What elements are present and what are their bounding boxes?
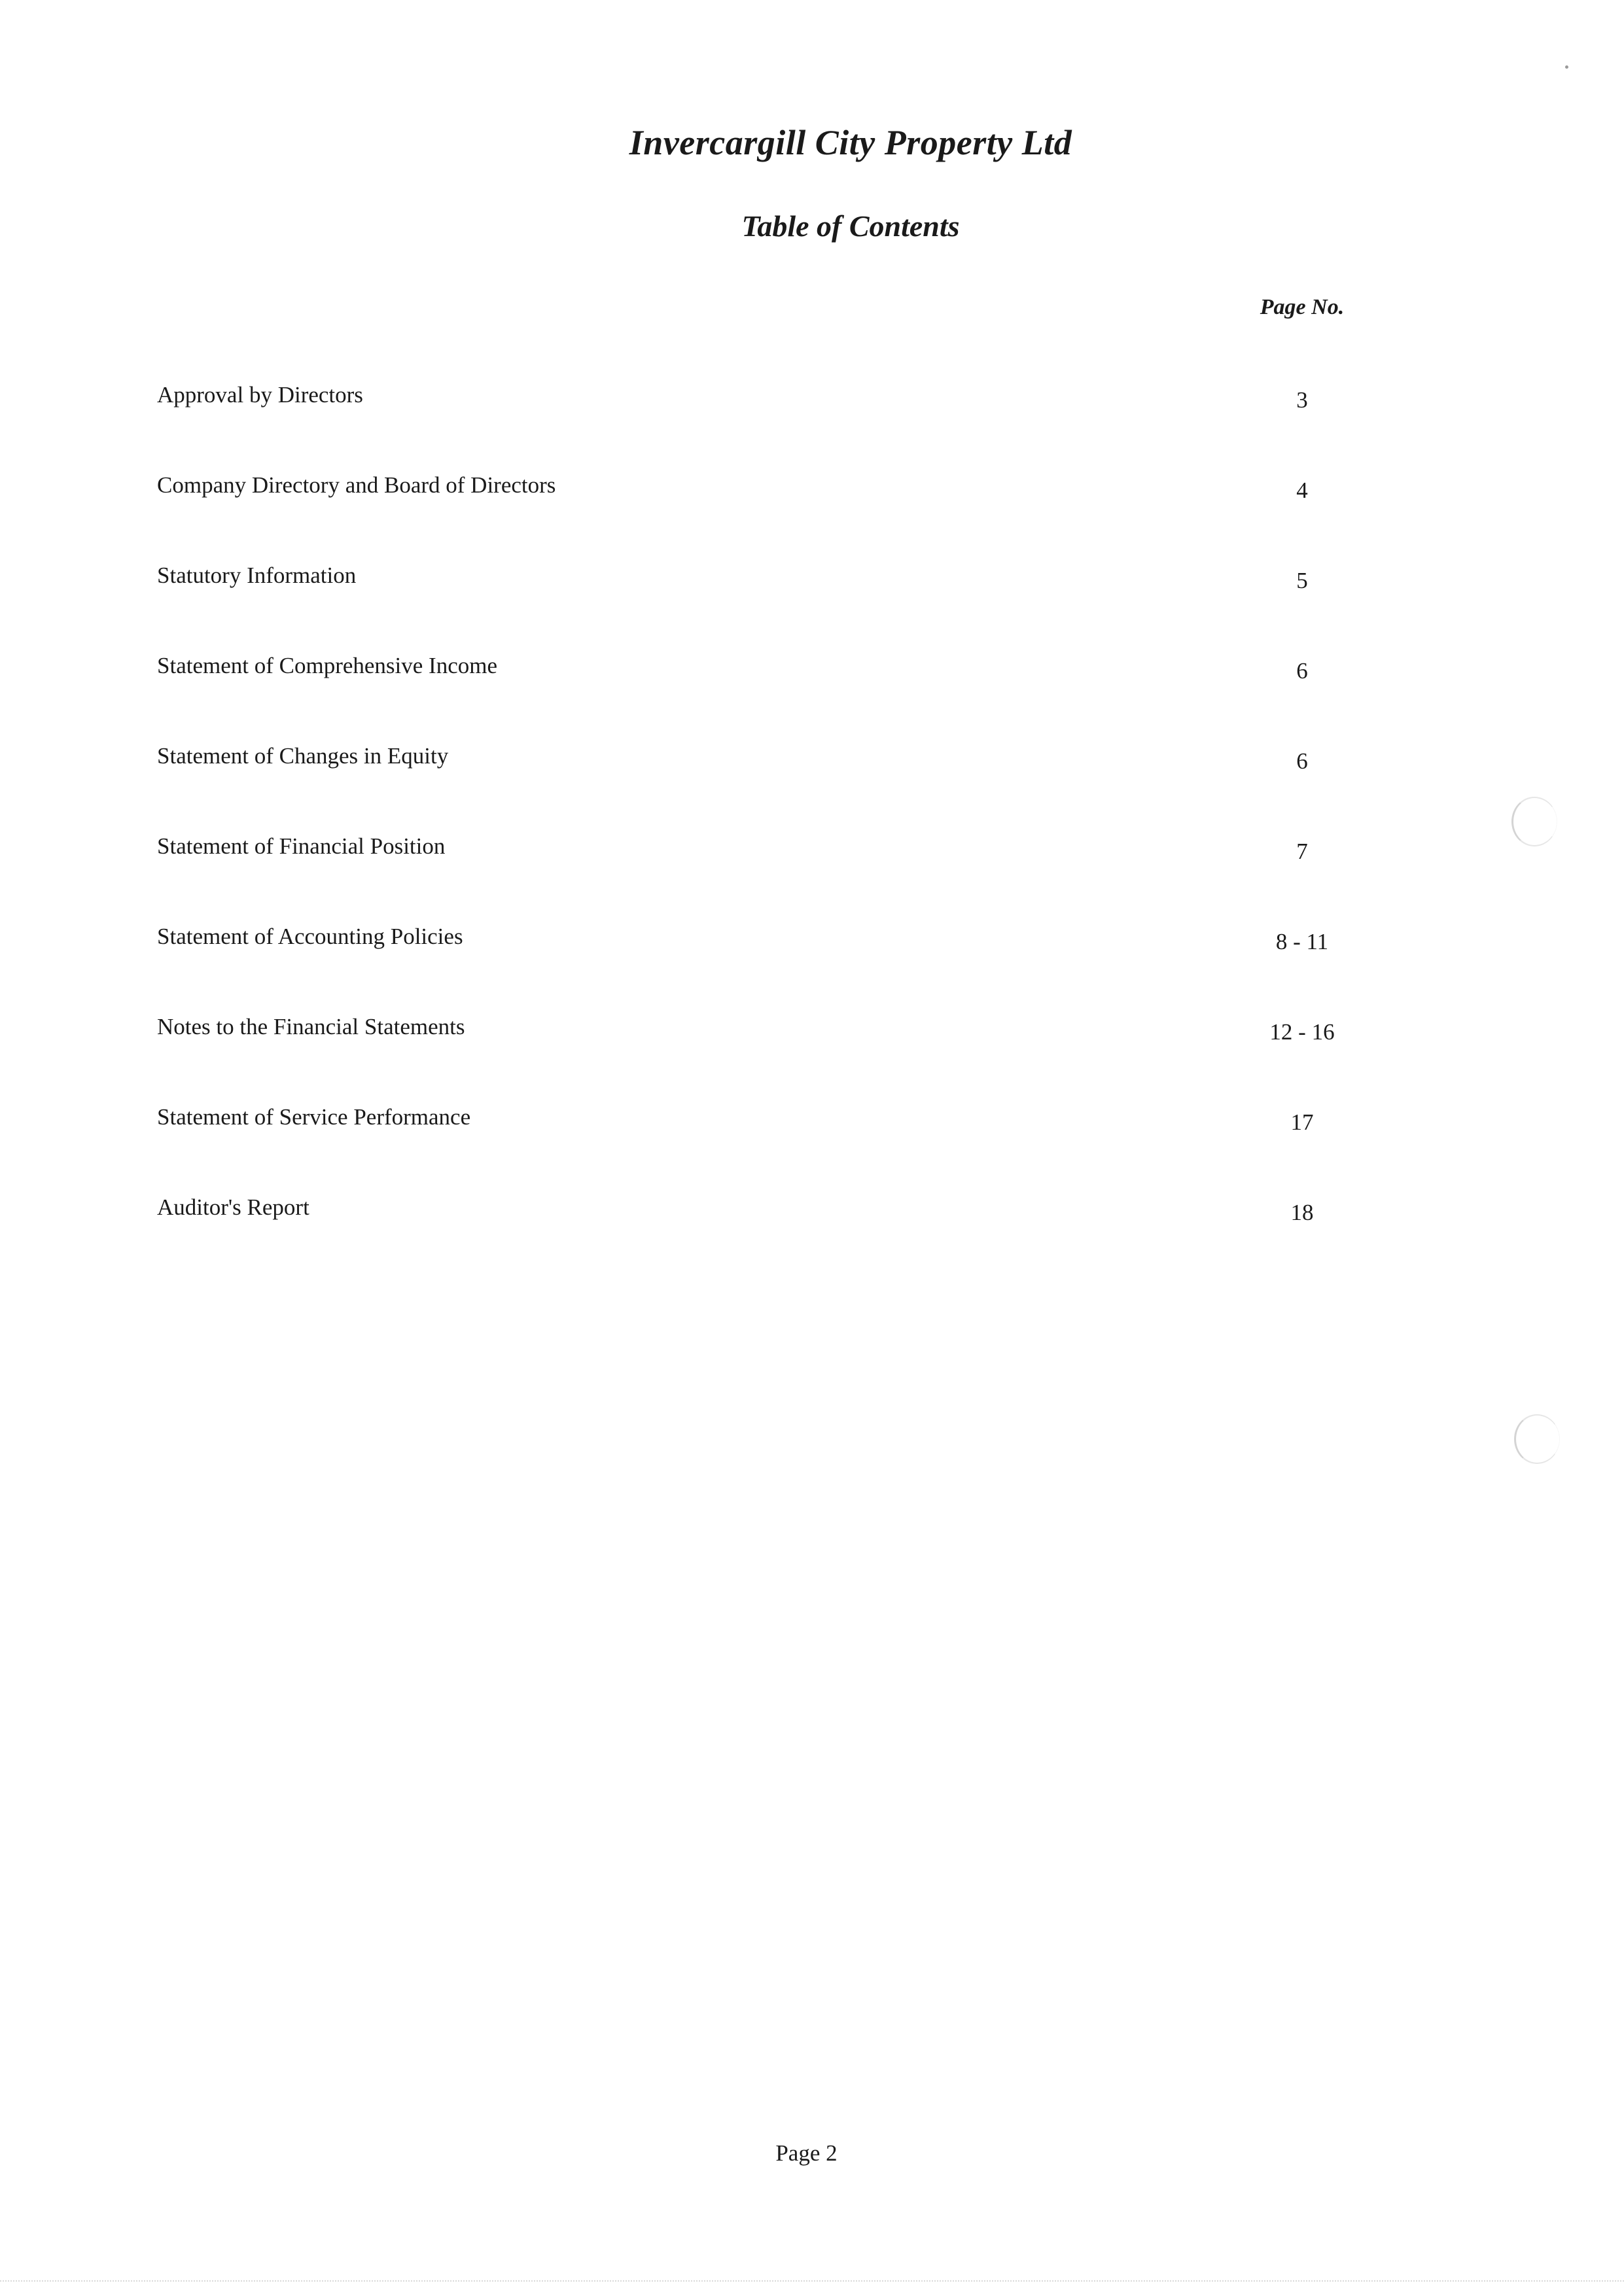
- toc-entry: [0, 466, 1624, 505]
- punch-hole: [1511, 797, 1557, 846]
- toc-entry-page: 3: [1296, 387, 1308, 413]
- toc-entry-page: 18: [1290, 1200, 1314, 1225]
- toc-entry: [0, 917, 1624, 956]
- toc-entry-page: 6: [1296, 658, 1308, 684]
- toc-entry: [0, 646, 1624, 686]
- toc-entry: [0, 737, 1624, 776]
- toc-entry-page: 6: [1296, 748, 1308, 774]
- toc-entry: [0, 1098, 1624, 1137]
- toc-entry: [0, 375, 1624, 415]
- toc-entry: [0, 556, 1624, 595]
- toc-entry-label: Statutory Information: [157, 563, 357, 588]
- punch-hole: [1514, 1414, 1560, 1464]
- toc-entry-page: 7: [1296, 839, 1308, 864]
- toc-entry-label: Approval by Directors: [157, 382, 363, 408]
- company-title: Invercargill City Property Ltd: [629, 123, 1072, 162]
- toc-entry-label: Statement of Comprehensive Income: [157, 653, 497, 678]
- toc-entry-label: Notes to the Financial Statements: [157, 1014, 465, 1039]
- toc-entry-page: 17: [1290, 1109, 1314, 1135]
- scan-edge-line: [0, 2280, 1624, 2282]
- toc-entry-page: 5: [1296, 568, 1308, 593]
- page-no-column-header: Page No.: [1260, 295, 1345, 319]
- toc-entry-label: Statement of Accounting Policies: [157, 924, 463, 949]
- page-number-footer: Page 2: [775, 2140, 838, 2166]
- toc-entry-label: Statement of Financial Position: [157, 833, 446, 859]
- toc-entry-label: Statement of Service Performance: [157, 1104, 471, 1130]
- toc-heading: Table of Contents: [741, 209, 960, 243]
- toc-entry-label: Auditor's Report: [157, 1194, 309, 1220]
- scan-speck: [1565, 65, 1568, 69]
- toc-entry-label: Statement of Changes in Equity: [157, 743, 449, 769]
- toc-entry: [0, 1007, 1624, 1047]
- toc-entry: [0, 827, 1624, 866]
- toc-entry-page: 12 - 16: [1269, 1019, 1335, 1045]
- toc-entry: [0, 1188, 1624, 1227]
- toc-entry-page: 8 - 11: [1275, 929, 1329, 954]
- toc-entry-label: Company Directory and Board of Directors: [157, 472, 556, 498]
- toc-entry-page: 4: [1296, 478, 1308, 503]
